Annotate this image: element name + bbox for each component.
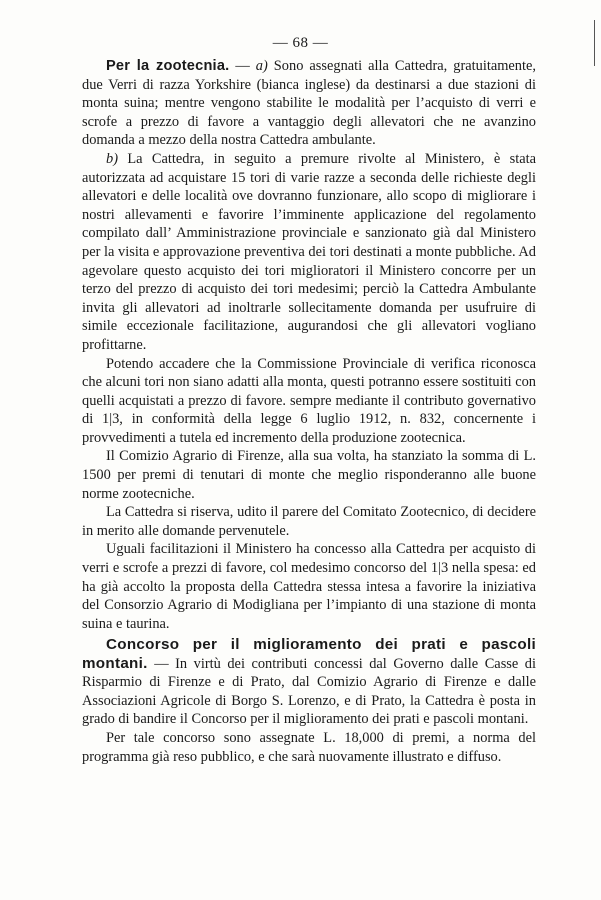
heading-dash: —: [147, 655, 176, 672]
paragraph-riserva: La Cattedra si riserva, udito il parere del Comitato Zootecnico, di decidere in merito alle domande pervenutele.: [82, 504, 536, 539]
heading-dash: —: [229, 58, 256, 74]
paragraph-b: [82, 150, 536, 355]
paragraph-a: [82, 57, 536, 150]
paragraph-b-text: La Cattedra, in seguito a premure rivolte al Ministero, è stata autorizzata ad acquistare 15 tori di varie razze a seconda delle richieste degli allevatori e delle località ove dovranno funzionare, allo scopo di migliorare i nostri allevamenti e favorire l’imminente applicazione del regolamento compilato dall’ Amministrazione provinciale e sanzionato già dal Ministero per la visita e approvazione preventiva dei tori destinati a monte pubbliche. Ad agevolare questo acquisto dei tori miglioratori il Ministero concorre per un terzo del prezzo di acquisto dei tori medesimi; perciò la Cattedra Ambulante invita gli allevatori ad inoltrarle sollecitamente domanda per usufruire di simile eccezionale facilitazione, augurandosi che gli allevatori vogliano profittarne.: [82, 150, 536, 353]
paragraph-concorso-1-text: In virtù dei contributi concessi dal Governo dalle Casse di Risparmio di Firenze e di Prato, dal Comizio Agrario di Firenze e dalle Associazioni Agricole di Borgo S. Lorenzo, e di Prato, la Cattedra è posta in grado di bandire il Concorso per il miglioramento dei prati e pascoli montani.: [82, 655, 536, 728]
item-label-a: a): [255, 58, 268, 74]
scan-edge-mark: [594, 20, 595, 66]
section-concorso: [82, 636, 536, 766]
paragraph-facilitazioni: Uguali facilitazioni il Ministero ha concesso alla Cattedra per acquisto di verri e scrofe a prezzi di favore, col medesimo concorso del 1|3 nella spesa: ed ha già accolto la proposta della Cattedra stessa intesa a favorire la iniziativa del Consorzio Agrario di Modigliana per l’impianto di una stazione di monta suina e taurina.: [82, 541, 536, 632]
item-label-b: b): [106, 150, 118, 167]
section-heading-zootecnia: Per la zootecnia.: [106, 58, 230, 74]
paragraph-commissione: Potendo accadere che la Commissione Provinciale di verifica riconosca che alcuni tori non siano adatti alla monta, questi potranno essere sostituiti con quelli acquistati a prezzo di favore. sempre mediante il contributo governativo di 1|3, in conformità della legge 6 luglio 1912, n. 832, concernente i provvedimenti a tutela ed incremento della produzione zootecnica.: [82, 355, 536, 446]
paragraph-concorso-2: Per tale concorso sono assegnate L. 18,000 di premi, a norma del programma già reso pubblico, e che sarà nuovamente illustrato e diffuso.: [82, 729, 536, 765]
paragraph-concorso-1: [82, 636, 536, 729]
paragraph-a-text: Sono assegnati alla Cattedra, gratuitamente, due Verri di razza Yorkshire (bianca inglese) da destinarsi a due stazioni di monta suina; mentre vengono stabilite le modalità per l’acquisto di verri e scrofe a prezzo di favore a vantaggio degli allevatori che ne avanzino domanda a mezzo della nostra Cattedra ambulante.: [82, 58, 536, 149]
page-number: — 68 —: [272, 35, 329, 51]
paragraph-comizio: Il Comizio Agrario di Firenze, alla sua volta, ha stanziato la somma di L. 1500 per premi di tenutari di monte che meglio risponderanno alle buone norme zootecniche.: [82, 448, 536, 502]
section-heading-concorso: Concorso per il miglioramento dei prati e pascoli montani.: [82, 636, 536, 672]
section-zootecnia: [82, 57, 536, 633]
